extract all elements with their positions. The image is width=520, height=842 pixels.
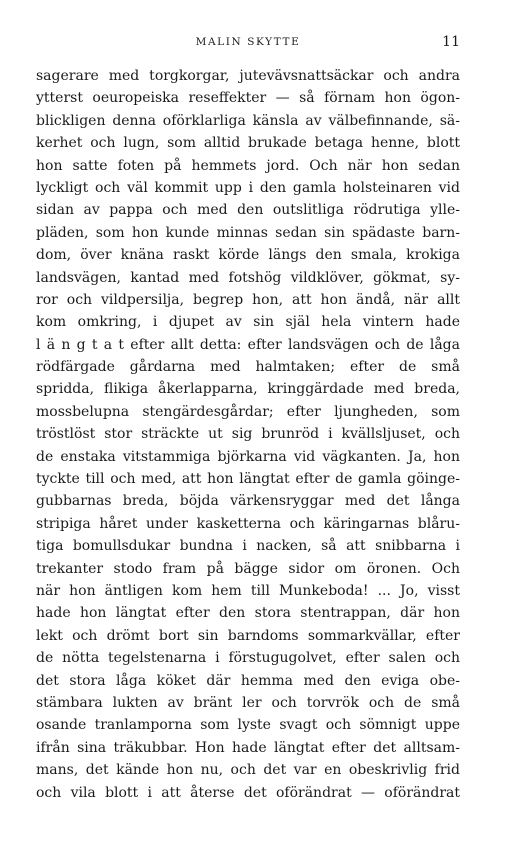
text-line: och vila blott i att återse det oförändrat — oförändrat [36, 784, 460, 801]
text-line: pläden, som hon kunde minnas sedan sin spädaste barn- [36, 224, 460, 241]
text-line: hon satte foten på hemmets jord. Och när hon sedan [36, 157, 460, 174]
running-title: MALIN SKYTTE [195, 36, 301, 48]
text-line: det stora låga köket där hemma med den eviga obe- [36, 672, 460, 689]
text-line: sidan av pappa och med den outslitliga rödrutiga ylle- [36, 202, 460, 219]
text-line: trekanter stodo fram på bägge sidor om öronen. Och [36, 560, 460, 577]
text-line: kerhet och lugn, som alltid brukade betaga henne, blott [36, 135, 460, 152]
text-line: landsvägen, kantad med fotshög vildklöver, gökmat, sy- [36, 269, 460, 286]
text-line: gubbarnas breda, böjda värkensryggar med det långa [36, 493, 460, 510]
text-line: ifrån sina träkubbar. Hon hade längtat efter det alltsam- [36, 739, 460, 756]
page-number: 11 [442, 34, 460, 50]
text-line: kom omkring, i djupet av sin själ hela vintern hade [36, 314, 460, 331]
text-line: spridda, flikiga åkerlapparna, kringgärdade med breda, [36, 381, 460, 398]
text-line: sagerare med torgkorgar, jutevävsnattsäckar och andra [36, 68, 460, 84]
text-line: ytterst oeuropeiska reseffekter — så förnam hon ögon- [36, 90, 460, 107]
text-line: ror och vildpersilja, begrep hon, att hon ändå, när allt [36, 291, 460, 308]
text-line: rödfärgade gårdarna med halmtaken; efter de små [36, 359, 460, 376]
text-line: mossbelupna stengärdesgårdar; efter ljungheden, som [36, 403, 460, 420]
text-line: hade hon längtat efter den stora stentrappan, där hon [36, 605, 460, 622]
text-line: stripiga håret under kasketterna och käringarnas blåru- [36, 515, 460, 532]
text-line: stämbara lukten av bränt ler och torvrök och de små [36, 694, 460, 711]
text-line: osande tranlamporna som lyste svagt och sömnigt uppe [36, 717, 460, 734]
text-line: lyckligt och väl kommit upp i den gamla holsteinaren vid [36, 179, 460, 196]
text-line: när hon äntligen kom hem till Munkeboda! ... Jo, visst [36, 582, 460, 599]
running-head [36, 33, 460, 51]
text-line: de nötta tegelstenarna i förstugugolvet, efter salen och [36, 650, 460, 667]
text-line: tiga bomullsdukar bundna i nacken, så att snibbarna i [36, 538, 460, 555]
text-line: l ä n g t a t efter allt detta: efter landsvägen och de låga [36, 336, 460, 353]
text-line: lekt och drömt bort sin barndoms sommarkvällar, efter [36, 627, 460, 644]
text-line: tyckte till och med, att hon längtat efter de gamla göinge- [36, 471, 460, 488]
text-line: blickligen denna oförklarliga känsla av välbefinnande, sä- [36, 112, 460, 129]
body-text [36, 65, 460, 804]
text-line: de enstaka vitstammiga björkarna vid vägkanten. Ja, hon [36, 448, 460, 465]
text-line: tröstlöst stor sträckte ut sig brunröd i kvällsljuset, och [36, 426, 460, 443]
text-line: dom, över knäna raskt körde längs den smala, krokiga [36, 247, 460, 264]
text-line: mans, det kände hon nu, och det var en obeskrivlig frid [36, 762, 460, 779]
